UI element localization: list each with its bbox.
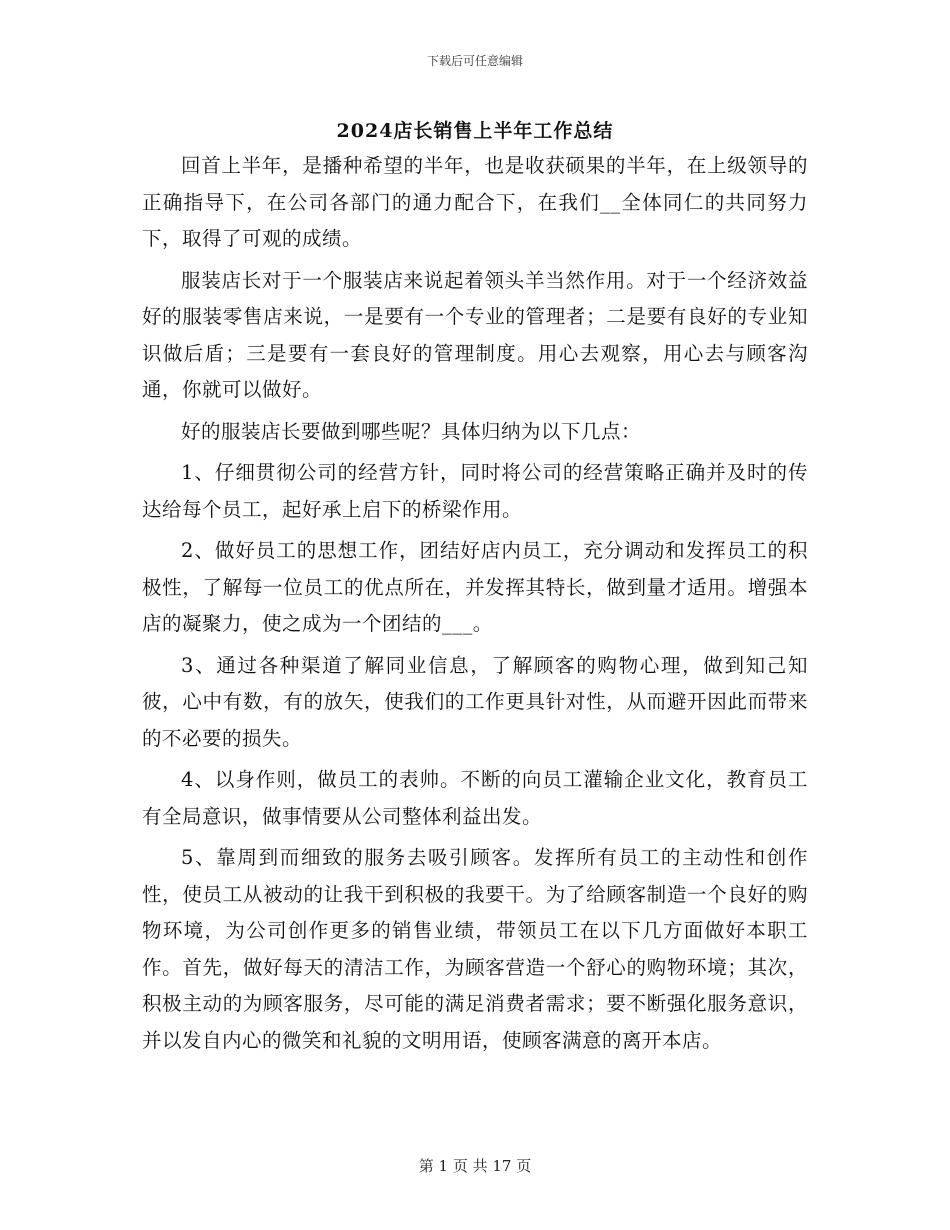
- document-title: 2024店长销售上半年工作总结: [336, 120, 614, 142]
- paragraph-summary-lead: 好的服装店长要做到哪些呢？具体归纳为以下几点：: [181, 419, 642, 443]
- paragraph-point-5: 5、靠周到而细致的服务去吸引顾客。发挥所有员工的主动性和创作性，使员工从被动的让我干到积极的我要干。为了给顾客制造一个良好的购物环境，为公司创作更多的销售业绩，带领员工在以下几方面做好本职工作。首先，做好每天的清洁工作，为顾客营造一个舒心的购物环境；其次，积极主动的为顾客服务，尽可能的满足消费者需求；要不断强化服务意识，并以发自内心的微笑和礼貌的文明用语，使顾客满意的离开本店。: [142, 846, 808, 1052]
- document-body: [142, 148, 808, 1064]
- paragraph-point-2: 2、做好员工的思想工作，团结好店内员工，充分调动和发挥员工的积极性，了解每一位员工的优点所在，并发挥其特长，做到量才适用。增强本店的凝聚力，使之成为一个团结的___。: [142, 539, 808, 635]
- paragraph-point-4: 4、以身作则，做员工的表帅。不断的向员工灌输企业文化，教育员工有全局意识，做事情要从公司整体利益出发。: [142, 768, 808, 828]
- paragraph-point-3: 3、通过各种渠道了解同业信息，了解顾客的购物心理，做到知己知彼，心中有数，有的放矢，使我们的工作更具针对性，从而避开因此而带来的不必要的损失。: [142, 653, 808, 750]
- page-header-note: 下载后可任意编辑: [426, 54, 523, 68]
- paragraph-point-1: 1、仔细贯彻公司的经营方针，同时将公司的经营策略正确并及时的传达给每个员工，起好承上启下的桥梁作用。: [142, 461, 808, 521]
- page-number-footer: 第 1 页 共 17 页: [418, 1157, 532, 1175]
- paragraph-intro: 回首上半年，是播种希望的半年，也是收获硕果的半年，在上级领导的正确指导下，在公司各部门的通力配合下，在我们__全体同仁的共同努力下，取得了可观的成绩。: [142, 154, 808, 250]
- paragraph-store-manager-role: 服装店长对于一个服装店来说起着领头羊当然作用。对于一个经济效益好的服装零售店来说，一是要有一个专业的管理者；二是要有良好的专业知识做后盾；三是要有一套良好的管理制度。用心去观察，用心去与顾客沟通，你就可以做好。: [142, 268, 808, 401]
